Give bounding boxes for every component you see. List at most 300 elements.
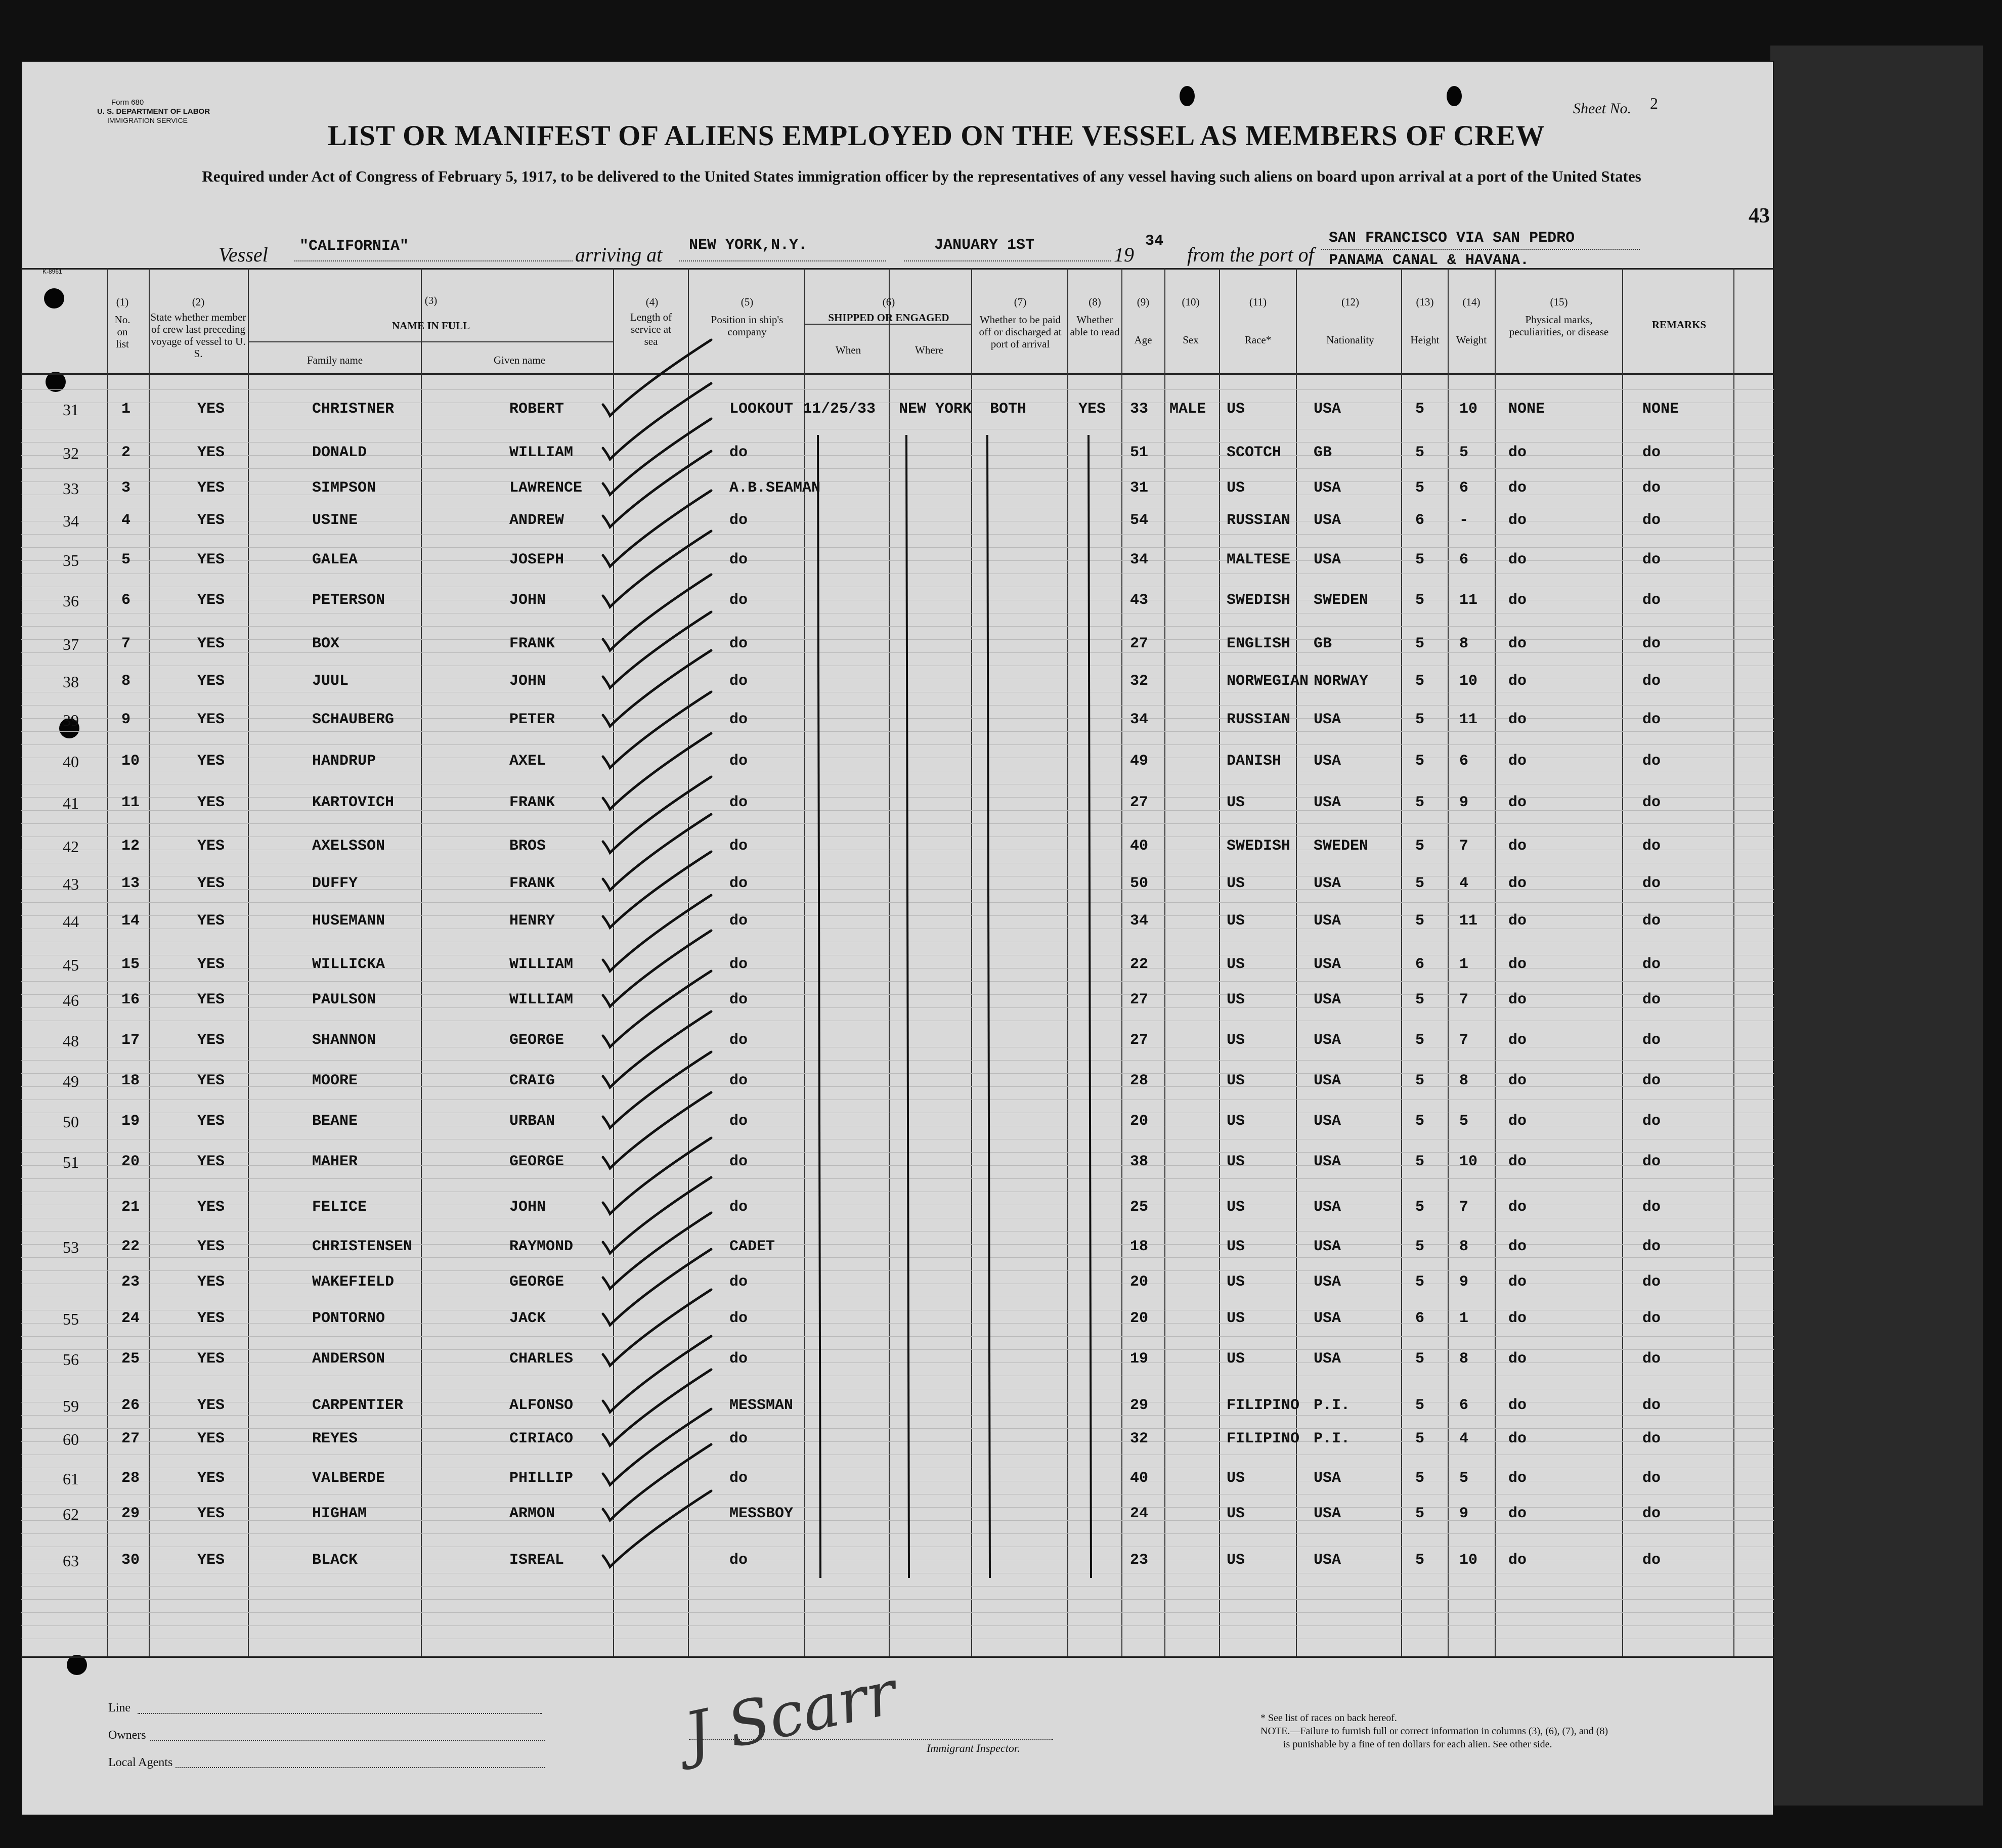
- cell-m: 31: [63, 401, 79, 419]
- cell-pos: do: [729, 838, 748, 855]
- page-number: 43: [1749, 204, 1770, 228]
- cell-wt: 5: [1459, 1113, 1469, 1130]
- cell-age: 32: [1130, 673, 1149, 690]
- cell-fam: DONALD: [312, 444, 367, 461]
- cell-ht: 5: [1415, 1397, 1425, 1414]
- cell-rem: do: [1642, 1238, 1661, 1255]
- cell-prev: YES: [197, 838, 225, 855]
- cell-nat: USA: [1314, 991, 1341, 1008]
- corner-code: K-8961: [42, 268, 62, 275]
- line-underline: [138, 1713, 542, 1714]
- cell-phys: do: [1508, 1153, 1527, 1170]
- cell-fam: PAULSON: [312, 991, 376, 1008]
- cell-nat: USA: [1314, 479, 1341, 497]
- cell-phys: do: [1508, 479, 1527, 497]
- ditto-stroke: [1089, 435, 1091, 1578]
- cell-n: 20: [121, 1153, 140, 1170]
- check-marks: [21, 61, 1774, 1679]
- cell-wt: 6: [1459, 479, 1469, 497]
- cell-fam: MAHER: [312, 1153, 358, 1170]
- check-mark: [603, 650, 711, 726]
- cell-sex: MALE: [1169, 401, 1206, 418]
- cell-fam: WAKEFIELD: [312, 1273, 395, 1291]
- check-mark: [603, 612, 711, 688]
- inspector-underline: [689, 1739, 1053, 1740]
- cell-m: 32: [63, 444, 79, 462]
- cell-pos: do: [729, 1552, 748, 1569]
- check-mark: [603, 1444, 711, 1520]
- cell-wt: 1: [1459, 1310, 1469, 1327]
- cell-nat: GB: [1314, 635, 1332, 652]
- cell-race: RUSSIAN: [1227, 711, 1291, 728]
- cell-age: 24: [1130, 1505, 1149, 1522]
- cell-wt: 11: [1459, 592, 1478, 609]
- col13-header: Height: [1410, 334, 1440, 346]
- cell-race: SWEDISH: [1227, 592, 1291, 609]
- cell-fam: SCHAUBERG: [312, 711, 395, 728]
- cell-phys: do: [1508, 1238, 1527, 1255]
- cell-m: 44: [63, 912, 79, 931]
- col9-number: (9): [1137, 296, 1150, 308]
- cell-nat: USA: [1314, 1505, 1341, 1522]
- cell-fam: CHRISTNER: [312, 401, 395, 418]
- cell-fam: BLACK: [312, 1552, 358, 1569]
- cell-age: 25: [1130, 1199, 1149, 1216]
- cell-rem: do: [1642, 551, 1661, 568]
- cell-race: MALTESE: [1227, 551, 1291, 568]
- cell-giv: JOHN: [509, 1199, 546, 1216]
- check-mark: [603, 1290, 711, 1366]
- cell-prev: YES: [197, 1153, 225, 1170]
- cell-ht: 6: [1415, 956, 1425, 973]
- cell-age: 33: [1130, 401, 1149, 418]
- cell-m: 60: [63, 1430, 79, 1448]
- cell-rem: do: [1642, 794, 1661, 811]
- cell-rem: do: [1642, 512, 1661, 529]
- cell-phys: do: [1508, 956, 1527, 973]
- cell-wt: 5: [1459, 444, 1469, 461]
- cell-pos: do: [729, 1199, 748, 1216]
- cell-wt: 8: [1459, 1350, 1469, 1368]
- cell-n: 2: [121, 444, 131, 461]
- cell-prev: YES: [197, 875, 225, 892]
- cell-fam: CARPENTIER: [312, 1397, 404, 1414]
- cell-fam: HUSEMANN: [312, 912, 385, 930]
- col10-number: (10): [1182, 296, 1200, 308]
- cell-ht: 6: [1415, 512, 1425, 529]
- cell-rem: do: [1642, 753, 1661, 770]
- cell-phys: do: [1508, 711, 1527, 728]
- cell-race: US: [1227, 1032, 1245, 1049]
- cell-m: 45: [63, 956, 79, 974]
- cell-fam: ANDERSON: [312, 1350, 385, 1368]
- cell-giv: GEORGE: [509, 1153, 564, 1170]
- cell-wt: 7: [1459, 1032, 1469, 1049]
- sheet-label: Sheet No.: [1573, 100, 1631, 117]
- col12-header: Nationality: [1326, 334, 1374, 346]
- cell-m: 39: [63, 711, 79, 729]
- cell-giv: PHILLIP: [509, 1470, 574, 1487]
- ditto-stroke: [906, 435, 909, 1578]
- check-mark: [603, 814, 711, 890]
- cell-nat: GB: [1314, 444, 1332, 461]
- cell-n: 19: [121, 1113, 140, 1130]
- cell-age: 51: [1130, 444, 1149, 461]
- col2-number: (2): [192, 296, 205, 308]
- cell-prev: YES: [197, 592, 225, 609]
- cell-race: US: [1227, 1310, 1245, 1327]
- check-mark: [603, 340, 711, 416]
- cell-nat: P.I.: [1314, 1397, 1351, 1414]
- cell-ht: 5: [1415, 444, 1425, 461]
- cell-n: 21: [121, 1199, 140, 1216]
- cell-age: 38: [1130, 1153, 1149, 1170]
- cell-prev: YES: [197, 444, 225, 461]
- cell-fam: PONTORNO: [312, 1310, 385, 1327]
- cell-ht: 5: [1415, 551, 1425, 568]
- cell-phys: NONE: [1508, 401, 1545, 418]
- underlying-page-edge: [1770, 46, 1983, 1806]
- cell-rem: do: [1642, 711, 1661, 728]
- cell-wt: 5: [1459, 1470, 1469, 1487]
- cell-phys: do: [1508, 1430, 1527, 1447]
- from-label: from the port of: [1187, 243, 1314, 266]
- cell-n: 25: [121, 1350, 140, 1368]
- department: U. S. DEPARTMENT OF LABOR: [97, 107, 210, 116]
- cell-pos: do: [729, 794, 748, 811]
- cell-phys: do: [1508, 1397, 1527, 1414]
- cell-phys: do: [1508, 512, 1527, 529]
- col7-number: (7): [1014, 296, 1027, 308]
- cell-m: 49: [63, 1072, 79, 1090]
- cell-wt: 9: [1459, 1273, 1469, 1291]
- cell-giv: CHARLES: [509, 1350, 574, 1368]
- cell-ht: 5: [1415, 1153, 1425, 1170]
- cell-ht: 5: [1415, 1470, 1425, 1487]
- cell-n: 11: [121, 794, 140, 811]
- cell-giv: FRANK: [509, 794, 555, 811]
- cell-rem: do: [1642, 991, 1661, 1008]
- cell-giv: RAYMOND: [509, 1238, 574, 1255]
- cell-wt: 8: [1459, 1072, 1469, 1089]
- cell-nat: USA: [1314, 956, 1341, 973]
- check-mark: [603, 777, 711, 853]
- cell-n: 29: [121, 1505, 140, 1522]
- cell-race: US: [1227, 1470, 1245, 1487]
- cell-nat: USA: [1314, 875, 1341, 892]
- cell-ht: 5: [1415, 1505, 1425, 1522]
- cell-age: 20: [1130, 1113, 1149, 1130]
- cell-prev: YES: [197, 1273, 225, 1291]
- cell-read: YES: [1078, 401, 1106, 418]
- cell-race: US: [1227, 1199, 1245, 1216]
- cell-prev: YES: [197, 1397, 225, 1414]
- cell-prev: YES: [197, 1238, 225, 1255]
- cell-race: ENGLISH: [1227, 635, 1291, 652]
- cell-age: 18: [1130, 1238, 1149, 1255]
- cell-giv: URBAN: [509, 1113, 555, 1130]
- cell-ht: 5: [1415, 1032, 1425, 1049]
- cell-giv: LAWRENCE: [509, 479, 583, 497]
- cell-wt: 8: [1459, 635, 1469, 652]
- cell-giv: CIRIACO: [509, 1430, 574, 1447]
- cell-phys: do: [1508, 1113, 1527, 1130]
- agents-underline: [176, 1767, 545, 1768]
- cell-wt: 9: [1459, 1505, 1469, 1522]
- col8-number: (8): [1089, 296, 1101, 308]
- cell-rem: do: [1642, 956, 1661, 973]
- cell-n: 4: [121, 512, 131, 529]
- col14-number: (14): [1462, 296, 1481, 308]
- cell-m: 46: [63, 991, 79, 1009]
- cell-wt: 1: [1459, 956, 1469, 973]
- cell-rem: do: [1642, 1153, 1661, 1170]
- cell-fam: HANDRUP: [312, 753, 376, 770]
- cell-rem: do: [1642, 444, 1661, 461]
- cell-fam: CHRISTENSEN: [312, 1238, 413, 1255]
- col4-header: Length of service at sea: [630, 311, 672, 347]
- cell-age: 27: [1130, 635, 1149, 652]
- cell-m: 48: [63, 1032, 79, 1050]
- cell-fam: SIMPSON: [312, 479, 376, 497]
- cell-race: SWEDISH: [1227, 838, 1291, 855]
- check-mark: [603, 451, 711, 527]
- cell-n: 9: [121, 711, 131, 728]
- cell-age: 28: [1130, 1072, 1149, 1089]
- cell-giv: WILLIAM: [509, 956, 574, 973]
- check-mark: [603, 1336, 711, 1412]
- cell-n: 28: [121, 1470, 140, 1487]
- cell-phys: do: [1508, 1273, 1527, 1291]
- cell-prev: YES: [197, 1470, 225, 1487]
- cell-race: US: [1227, 1350, 1245, 1368]
- cell-phys: do: [1508, 444, 1527, 461]
- cell-nat: USA: [1314, 1238, 1341, 1255]
- cell-prev: YES: [197, 401, 225, 418]
- arrival-date: JANUARY 1ST: [934, 237, 1035, 254]
- cell-when: 11/25/33: [803, 401, 876, 418]
- cell-phys: do: [1508, 1032, 1527, 1049]
- cell-ht: 5: [1415, 912, 1425, 930]
- cell-phys: do: [1508, 875, 1527, 892]
- cell-pos: do: [729, 1032, 748, 1049]
- note-fine: NOTE.—Failure to furnish full or correct information in columns (3), (6), (7), and (8): [1260, 1726, 1608, 1737]
- check-mark: [603, 575, 711, 650]
- note-fine-cont: is punishable by a fine of ten dollars for each alien. See other side.: [1283, 1739, 1552, 1750]
- cell-paid: BOTH: [990, 401, 1027, 418]
- cell-fam: KARTOVICH: [312, 794, 395, 811]
- cell-rem: do: [1642, 1072, 1661, 1089]
- check-mark: [603, 491, 711, 566]
- cell-n: 3: [121, 479, 131, 497]
- cell-age: 40: [1130, 838, 1149, 855]
- cell-nat: USA: [1314, 1470, 1341, 1487]
- cell-race: US: [1227, 1238, 1245, 1255]
- line-label: Line: [108, 1701, 130, 1714]
- check-mark: [603, 1092, 711, 1168]
- ditto-stroke: [987, 435, 990, 1578]
- cell-pos: do: [729, 1113, 748, 1130]
- cell-fam: MOORE: [312, 1072, 358, 1089]
- cell-pos: do: [729, 711, 748, 728]
- cell-n: 1: [121, 401, 131, 418]
- cell-giv: GEORGE: [509, 1032, 564, 1049]
- cell-pos: do: [729, 512, 748, 529]
- cell-nat: USA: [1314, 1113, 1341, 1130]
- cell-ht: 5: [1415, 875, 1425, 892]
- cell-n: 8: [121, 673, 131, 690]
- cell-rem: do: [1642, 875, 1661, 892]
- cell-age: 40: [1130, 1470, 1149, 1487]
- cell-ht: 5: [1415, 1199, 1425, 1216]
- cell-rem: do: [1642, 1350, 1661, 1368]
- cell-pos: A.B.SEAMAN: [729, 479, 821, 497]
- check-mark: [603, 733, 711, 809]
- cell-age: 19: [1130, 1350, 1149, 1368]
- col2-header: State whether member of crew last preceding voyage of vessel to U. S.: [150, 311, 246, 360]
- cell-age: 34: [1130, 551, 1149, 568]
- check-mark: [603, 419, 711, 495]
- cell-wt: 4: [1459, 1430, 1469, 1447]
- cell-n: 17: [121, 1032, 140, 1049]
- cell-race: US: [1227, 875, 1245, 892]
- cell-n: 5: [121, 551, 131, 568]
- cell-ht: 5: [1415, 1350, 1425, 1368]
- cell-fam: PETERSON: [312, 592, 385, 609]
- col3-number: (3): [424, 294, 438, 306]
- cell-pos: do: [729, 1350, 748, 1368]
- cell-giv: CRAIG: [509, 1072, 555, 1089]
- col5-header: Position in ship's company: [711, 314, 784, 338]
- cell-pos: do: [729, 753, 748, 770]
- col14-header: Weight: [1456, 334, 1487, 346]
- cell-race: US: [1227, 912, 1245, 930]
- cell-rem: NONE: [1642, 401, 1679, 418]
- cell-age: 50: [1130, 875, 1149, 892]
- cell-rem: do: [1642, 1552, 1661, 1569]
- cell-phys: do: [1508, 592, 1527, 609]
- departure-port-line2: PANAMA CANAL & HAVANA.: [1329, 252, 1530, 269]
- col12-number: (12): [1341, 296, 1359, 308]
- cell-giv: JACK: [509, 1310, 546, 1327]
- cell-ht: 5: [1415, 635, 1425, 652]
- col11-number: (11): [1249, 296, 1267, 308]
- cell-pos: do: [729, 1470, 748, 1487]
- col5-number: (5): [741, 296, 754, 308]
- cell-prev: YES: [197, 1113, 225, 1130]
- cell-ht: 6: [1415, 1310, 1425, 1327]
- cell-nat: USA: [1314, 1153, 1341, 1170]
- cell-pos: do: [729, 673, 748, 690]
- owners-underline: [150, 1740, 545, 1741]
- check-mark: [603, 1177, 711, 1253]
- cell-pos: do: [729, 912, 748, 930]
- col6b-header: Where: [915, 344, 943, 356]
- cell-n: 10: [121, 753, 140, 770]
- cell-n: 30: [121, 1552, 140, 1569]
- cell-m: 51: [63, 1153, 79, 1171]
- cell-race: US: [1227, 956, 1245, 973]
- cell-prev: YES: [197, 912, 225, 930]
- cell-wt: 4: [1459, 875, 1469, 892]
- col15-number: (15): [1550, 296, 1568, 308]
- document-subtitle: Required under Act of Congress of February 5, 1917, to be delivered to the United States immigration officer by the representatives of any vessel having such aliens on board upon arrival at a port of the United States: [202, 167, 1641, 185]
- ditto-stroke: [818, 435, 820, 1578]
- check-mark: [603, 1138, 711, 1214]
- cell-rem: do: [1642, 1505, 1661, 1522]
- cell-n: 24: [121, 1310, 140, 1327]
- cell-prev: YES: [197, 1552, 225, 1569]
- cell-fam: WILLICKA: [312, 956, 385, 973]
- cell-nat: USA: [1314, 512, 1341, 529]
- cell-wt: 7: [1459, 991, 1469, 1008]
- cell-race: US: [1227, 401, 1245, 418]
- cell-pos: do: [729, 1072, 748, 1089]
- cell-rem: do: [1642, 912, 1661, 930]
- remarks-header: REMARKS: [1651, 319, 1707, 331]
- cell-rem: do: [1642, 1113, 1661, 1130]
- cell-m: 61: [63, 1470, 79, 1488]
- cell-n: 23: [121, 1273, 140, 1291]
- cell-n: 13: [121, 875, 140, 892]
- cell-ht: 5: [1415, 1552, 1425, 1569]
- cell-n: 14: [121, 912, 140, 930]
- cell-giv: PETER: [509, 711, 555, 728]
- cell-m: 50: [63, 1113, 79, 1131]
- cell-fam: USINE: [312, 512, 358, 529]
- col13-number: (13): [1416, 296, 1434, 308]
- cell-pos: CADET: [729, 1238, 775, 1255]
- cell-nat: USA: [1314, 1072, 1341, 1089]
- cell-prev: YES: [197, 1032, 225, 1049]
- cell-ht: 5: [1415, 711, 1425, 728]
- cell-rem: do: [1642, 1032, 1661, 1049]
- cell-age: 29: [1130, 1397, 1149, 1414]
- check-mark: [603, 1249, 711, 1325]
- vessel-name: "CALIFORNIA": [299, 238, 409, 255]
- cell-fam: BEANE: [312, 1113, 358, 1130]
- cell-race: RUSSIAN: [1227, 512, 1291, 529]
- col6a-header: When: [835, 344, 861, 356]
- cell-rem: do: [1642, 635, 1661, 652]
- arriving-label: arriving at: [575, 243, 663, 266]
- cell-giv: JOSEPH: [509, 551, 564, 568]
- check-mark: [603, 1052, 711, 1128]
- cell-ht: 5: [1415, 1273, 1425, 1291]
- cell-nat: USA: [1314, 1199, 1341, 1216]
- cell-n: 27: [121, 1430, 140, 1447]
- cell-prev: YES: [197, 794, 225, 811]
- cell-race: US: [1227, 794, 1245, 811]
- cell-prev: YES: [197, 1430, 225, 1447]
- cell-age: 31: [1130, 479, 1149, 497]
- cell-wt: 7: [1459, 1199, 1469, 1216]
- cell-giv: BROS: [509, 838, 546, 855]
- cell-prev: YES: [197, 1072, 225, 1089]
- cell-phys: do: [1508, 1350, 1527, 1368]
- cell-prev: YES: [197, 711, 225, 728]
- cell-ht: 5: [1415, 753, 1425, 770]
- cell-wt: 11: [1459, 711, 1478, 728]
- service: IMMIGRATION SERVICE: [107, 116, 188, 124]
- inspector-label: Immigrant Inspector.: [927, 1742, 1020, 1754]
- col3a-header: Family name: [307, 354, 363, 366]
- cell-wt: 9: [1459, 794, 1469, 811]
- cell-phys: do: [1508, 1470, 1527, 1487]
- cell-m: 62: [63, 1505, 79, 1523]
- cell-fam: VALBERDE: [312, 1470, 385, 1487]
- arriving-port: NEW YORK,N.Y.: [689, 237, 808, 254]
